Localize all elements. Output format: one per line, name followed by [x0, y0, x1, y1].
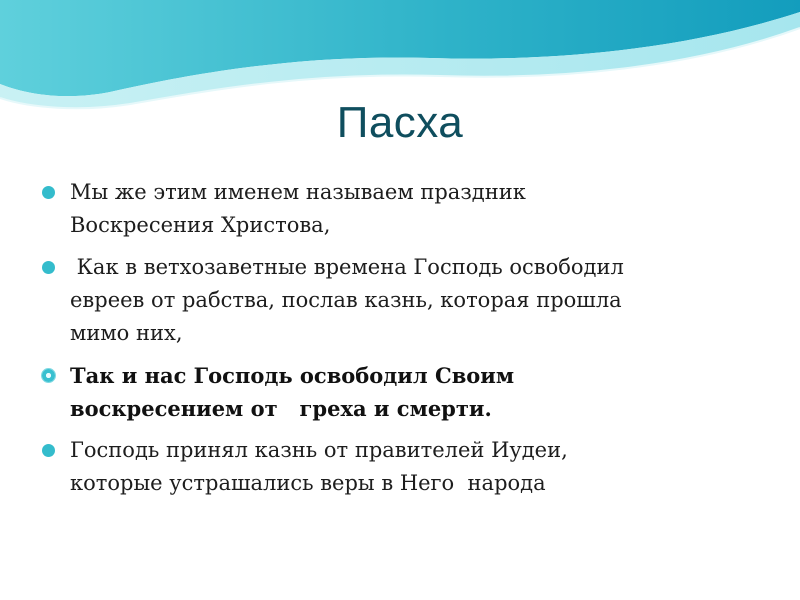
- bullet-dot-icon: [42, 261, 55, 274]
- bullet-text-line: Воскресения Христова,: [70, 213, 331, 237]
- bullet-text-line: Как в ветхозаветные времена Господь освободил: [70, 255, 624, 279]
- bullet-star-icon: [42, 369, 55, 382]
- bullet-text-line: воскресением от греха и смерти.: [70, 396, 492, 421]
- bullet-dot-icon: [42, 186, 55, 199]
- bullet-text-line: Мы же этим именем называем праздник: [70, 180, 526, 204]
- bullet-dot-icon: [42, 444, 55, 457]
- bullet-item: [42, 434, 762, 500]
- bullet-item-bold: [42, 359, 762, 425]
- bullet-list: [42, 176, 762, 509]
- bullet-item: [42, 251, 762, 350]
- bullet-text-line: евреев от рабства, послав казнь, которая прошла: [70, 288, 622, 312]
- bullet-text-line: которые устрашались веры в Него народа: [70, 471, 546, 495]
- bullet-text-line: Так и нас Господь освободил Своим: [70, 363, 515, 388]
- bullet-item: [42, 176, 762, 242]
- bullet-text-line: мимо них,: [70, 321, 183, 345]
- slide-title: Пасха: [336, 98, 464, 147]
- bullet-text-line: Господь принял казнь от правителей Иудеи,: [70, 438, 568, 462]
